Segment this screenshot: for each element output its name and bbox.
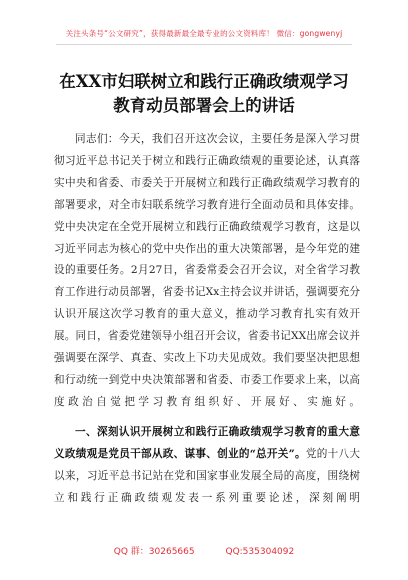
document-title-line-2: 教育动员部署会上的讲话 [113,96,295,115]
body-paragraph-1 [54,129,360,414]
footer-qq-group: QQ 群：30265665 [113,547,195,557]
header-divider [56,44,352,45]
document-title-line-1: 在XX市妇联树立和践行正确政绩观学习 [59,72,349,91]
footer-qq: QQ:535304092 [225,547,295,557]
body-paragraph-2 [54,422,360,510]
paragraph-2-text: 党的十八大以来，习近平总书记站在党和国家事业发展全局的高度，围绕树立和践行正确政绩观发表一系列重要论述，深刻阐明 [54,447,361,504]
section-heading-1: 一、深刻认识开展树立和践行正确政绩观学习教育的重大意义政绩观是党员干部从政、谋事、创业的“总开关”。 [54,426,360,460]
promo-banner: 关注头条号“公文研究”，获得最新最全最专业的公文资料库！ 微信：gongwenyj [65,29,343,38]
footer-contact [0,544,408,557]
paragraph-1-text: 同志们：今天，我们召开这次会议，主要任务是深入学习贯彻习近平总书记关于树立和践行正确政绩观的重要论述，认真落实中央和省委、市委关于开展树立和践行正确政绩观学习教育的部署要求，对全市妇联系统学习教育进行全面动员和具体安排。党中央决定在全党开展树立和践行正确政绩观学习教育，这是以习近平同志为核心的党中央作出的重大决策部署，是今年党的建设的重要任务。2月27日，省委常委会召开会议，对全省学习教育工作进行动员部署，省委书记Xx主持会议并讲话，强调要充分认识开展这次学习教育的重大意义，推动学习教育扎实有效开展。同日，省委党建领导小组召开会议，省委书记XX出席会议并强调要在深学、真查、实改上下功夫见成效。我们要坚决把思想和行动统一到党中央决策部署和省委、市委工作要求上来，以高度政治自觉把学习教育组织好、开展好、实施好。 [54,133,360,408]
